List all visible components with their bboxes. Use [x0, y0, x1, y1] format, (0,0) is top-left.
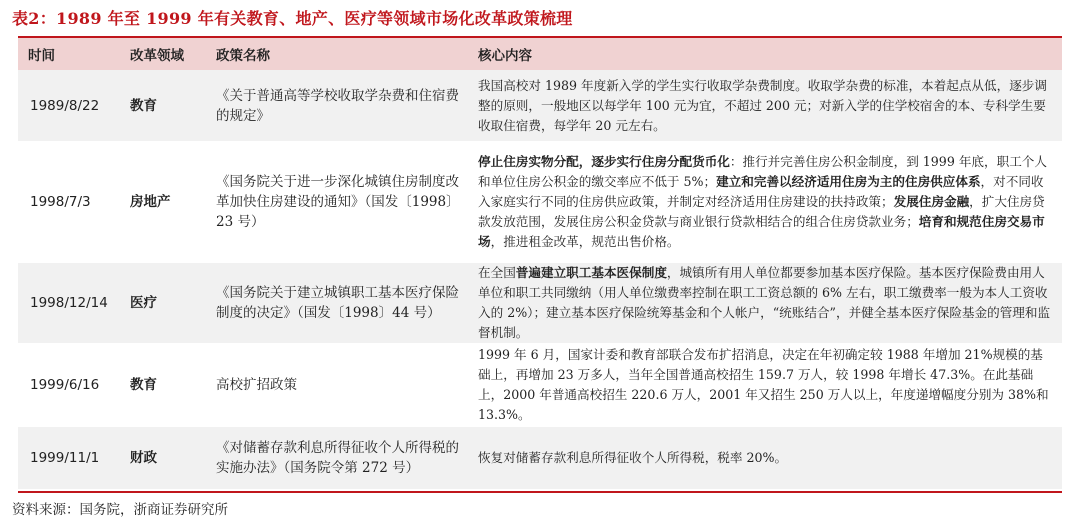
row-field: 教育: [130, 377, 157, 393]
row-field: 医疗: [130, 295, 157, 311]
row-date: 1999/11/1: [30, 450, 100, 466]
table-header-row: [18, 38, 1062, 70]
table-row: [18, 142, 1062, 262]
header-policy-name: 政策名称: [216, 48, 270, 64]
table-row: [18, 344, 1062, 426]
content-text: ，城镇所有用人单位都要参加基本医疗保险。基本医疗保险费由用人单位和职工共同缴纳（用人单位缴费率控制在职工工资总额的 6% 左右，职工缴费率一般为本人工资收入的 2%）；建立基本医疗保险统筹基金和个人帐户，“统账结合”，并健全基本医疗保险基金的管理和监督机制。: [478, 265, 1051, 340]
row-policy: 《国务院关于进一步深化城镇住房制度改革加快住房建设的通知》（国发〔1998〕23 号）: [216, 174, 460, 230]
row-date: 1989/8/22: [30, 97, 100, 114]
bottom-rule: [18, 491, 1062, 493]
source-note: 资料来源：国务院，浙商证券研究所: [12, 502, 228, 518]
content-emphasis: 建立和完善以经济适用住房为主的住房供应体系: [716, 174, 981, 189]
row-policy: 《对储蓄存款利息所得征收个人所得税的实施办法》（国务院令第 272 号）: [216, 440, 459, 476]
content-text: 1999 年 6 月，国家计委和教育部联合发布扩招消息，决定在年初确定较 1988 年增加 21%规模的基础上，再增加 23 万多人，当年全国普通高校招生 159.7 万人，较 1998 年增长 47.3%。在此基础上，2000 年普通高校招生 220.6 万人，2001 年又招生 250 万人以上，年度递增幅度分别为 38%和 13.3%。: [478, 347, 1049, 422]
row-date: 1999/6/16: [30, 377, 100, 393]
row-field: 财政: [130, 450, 157, 466]
row-field: 教育: [130, 97, 157, 114]
table-row: [18, 262, 1062, 344]
content-text: ，推进租金改革，规范出售价格。: [490, 234, 680, 249]
content-text: 在全国: [478, 265, 516, 280]
header-core-content: 核心内容: [478, 48, 532, 64]
row-content: [468, 142, 1062, 262]
policy-table: [18, 38, 1062, 491]
content-text: ：推行并完善住房公积金制度，到 1999 年底，职工个人和单位住房公积金的缴交率应不低于 5%；: [478, 154, 1047, 189]
header-field: 改革领域: [130, 48, 184, 64]
content-emphasis: 停止住房实物分配，逐步实行住房分配货币化: [478, 154, 730, 169]
row-policy: 《关于普通高等学校收取学杂费和住宿费的规定》: [216, 87, 459, 124]
content-text: ，扩大住房贷款发放范围，发展住房公积金贷款与商业银行贷款相结合的组合住房贷款业务；: [478, 194, 1045, 229]
table-row: [18, 426, 1062, 490]
table-title: 表2：1989 年至 1999 年有关教育、地产、医疗等领域市场化改革政策梳理: [12, 9, 573, 28]
row-policy: 《国务院关于建立城镇职工基本医疗保险制度的决定》（国发〔1998〕44 号）: [216, 285, 459, 321]
table-row: [18, 70, 1062, 142]
content-text: 恢复对储蓄存款利息所得征收个人所得税，税率 20%。: [478, 450, 788, 465]
content-emphasis: 发展住房金融: [893, 194, 970, 209]
row-policy: 高校扩招政策: [216, 377, 297, 393]
row-date: 1998/7/3: [30, 194, 91, 210]
row-content: [468, 426, 1062, 490]
header-time: 时间: [28, 48, 55, 64]
row-field: 房地产: [130, 194, 171, 210]
row-content: [468, 262, 1062, 344]
row-content: [468, 344, 1062, 426]
content-emphasis: 普遍建立职工基本医保制度: [515, 265, 667, 280]
row-content: [468, 70, 1062, 142]
row-date: 1998/12/14: [30, 295, 108, 311]
content-text: 我国高校对 1989 年度新入学的学生实行收取学杂费制度。收取学杂费的标准，本着起点从低，逐步调整的原则，一般地区以每学年 100 元为宜，不超过 200 元；对新入学的住学校宿舍的本、专科学生要收取住宿费，每学年 20 元左右。: [478, 77, 1047, 133]
content-emphasis: 培育和规范住房交易市场: [478, 214, 1045, 249]
content-text: ，对不同收入家庭实行不同的住房供应政策，并制定对经济适用住房建设的扶持政策；: [478, 174, 1044, 209]
